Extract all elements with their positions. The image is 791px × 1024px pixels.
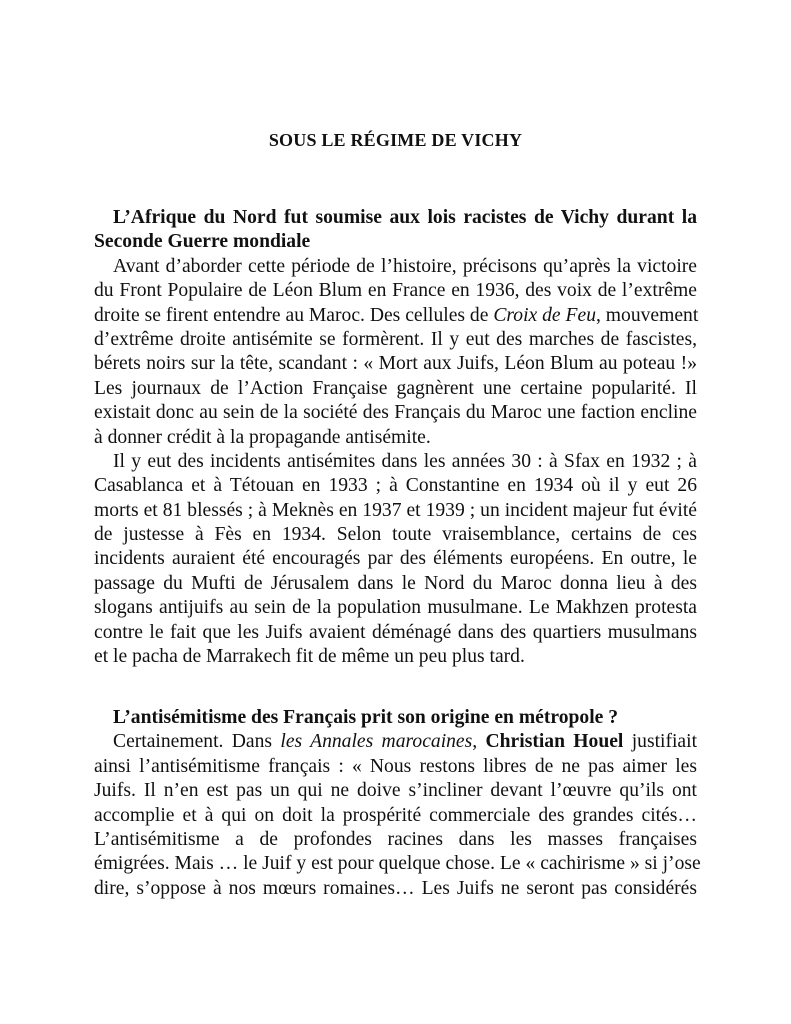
- paragraph-line: [94, 450, 697, 474]
- paragraph-line: [94, 755, 697, 779]
- text-run: émigrées. Mais … le Juif y est pour quelque chose. Le « cachirisme » si j’ose: [94, 853, 701, 875]
- text-run: passage du Mufti de Jérusalem dans le Nord du Maroc donna lieu à des: [94, 572, 697, 594]
- text-run: ,: [472, 731, 486, 753]
- text-run: accomplie et à qui on doit la prospérité commerciale des grandes cités…: [94, 804, 697, 826]
- page-title: SOUS LE RÉGIME DE VICHY: [268, 130, 523, 150]
- paragraph-line: [94, 499, 697, 523]
- paragraph-line: [94, 804, 697, 828]
- text-run: de justesse à Fès en 1934. Selon toute vraisemblance, certains de ces: [94, 524, 697, 546]
- text-run: morts et 81 blessés ; à Meknès en 1937 et 1939 ; un incident majeur fut évité: [94, 499, 697, 521]
- paragraph-line: [94, 255, 697, 279]
- paragraph-line: [94, 596, 697, 620]
- paragraph-line: [94, 304, 697, 328]
- text-run: slogans antijuifs au sein de la population musulmane. Le Makhzen protesta: [94, 597, 697, 619]
- italic-text: les Annales marocaines: [280, 731, 473, 753]
- section-french-antisemitism-origin: [94, 706, 701, 901]
- text-run: Avant d’aborder cette période de l’histoire, précisons qu’après la victoire: [113, 255, 697, 277]
- text-run: Certainement. Dans: [113, 731, 281, 753]
- paragraph-line: [94, 328, 697, 352]
- paragraph-line: [94, 377, 697, 401]
- paragraph-line: [94, 621, 697, 645]
- paragraph-line: [94, 547, 697, 571]
- text-run: contre le fait que les Juifs avaient déménagé dans des quartiers musulmans: [94, 621, 697, 643]
- section-heading-line: [94, 230, 697, 254]
- paragraph-line: [94, 474, 697, 498]
- bold-text: Christian Houel: [485, 731, 624, 753]
- text-run: L’antisémitisme a de profondes racines dans les masses françaises: [94, 828, 697, 850]
- paragraph-line: [94, 279, 697, 303]
- section-heading-line: [94, 206, 697, 230]
- text-run: justifiait: [623, 731, 698, 753]
- text-run: incidents auraient été encouragés par des éléments européens. En outre, le: [94, 548, 697, 570]
- text-run: à donner crédit à la propagande antisémite.: [94, 426, 431, 448]
- text-run: Juifs. Il n’en est pas un qui ne doive s’incliner devant l’œuvre qu’ils ont: [94, 780, 697, 802]
- paragraph-line: [94, 828, 697, 852]
- paragraph-line: [94, 730, 697, 754]
- text-run: et le pacha de Marrakech fit de même un peu plus tard.: [94, 646, 525, 668]
- text-run: L’antisémitisme des Français prit son origine en métropole ?: [113, 707, 619, 728]
- paragraph-line: [94, 852, 701, 876]
- text-run: Les journaux de l’Action Française gagnèrent une certaine popularité. Il: [94, 377, 697, 399]
- paragraph-line: [94, 645, 697, 669]
- text-run: d’extrême droite antisémite se formèrent. Il y eut des marches de fascistes,: [94, 328, 697, 350]
- paragraph-line: [94, 401, 697, 425]
- paragraph-line: [94, 352, 697, 376]
- section-heading-line: [94, 706, 697, 730]
- text-run: existait donc au sein de la société des Français du Maroc une faction encline: [94, 402, 697, 424]
- paragraph-line: [94, 523, 697, 547]
- text-run: droite se firent entendre au Maroc. Des cellules de: [94, 304, 494, 326]
- text-run: du Front Populaire de Léon Blum en France en 1936, des voix de l’extrême: [94, 280, 697, 302]
- text-run: ainsi l’antisémitisme français : « Nous restons libres de ne pas aimer les: [94, 755, 697, 777]
- italic-text: Croix de Feu: [493, 304, 596, 326]
- paragraph-line: [94, 877, 697, 901]
- text-run: L’Afrique du Nord fut soumise aux lois racistes de Vichy durant la: [113, 207, 697, 228]
- text-run: Seconde Guerre mondiale: [94, 231, 311, 253]
- text-run: Il y eut des incidents antisémites dans les années 30 : à Sfax en 1932 ; à: [113, 450, 697, 472]
- paragraph-line: [94, 779, 697, 803]
- paragraph-line: [94, 426, 697, 450]
- text-run: , mouvement: [596, 304, 699, 326]
- text-run: bérets noirs sur la tête, scandant : « Mort aux Juifs, Léon Blum au poteau !»: [94, 353, 697, 375]
- text-run: Casablanca et à Tétouan en 1933 ; à Constantine en 1934 où il y eut 26: [94, 475, 697, 497]
- paragraph-line: [94, 572, 697, 596]
- text-run: dire, s’oppose à nos mœurs romaines… Les Juifs ne seront pas considérés: [94, 877, 697, 899]
- section-vichy-north-africa: [94, 206, 697, 669]
